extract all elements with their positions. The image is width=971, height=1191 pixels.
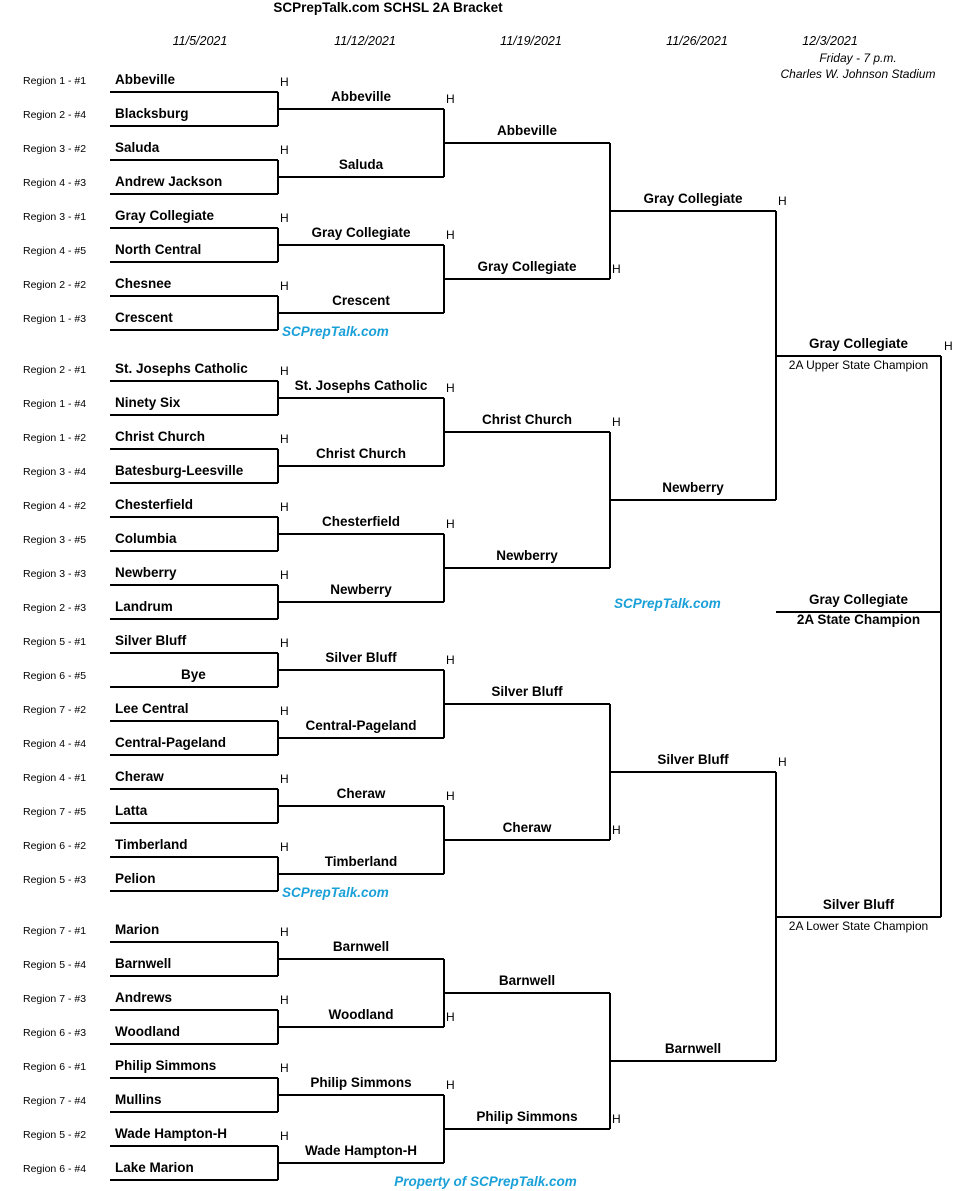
round1-team: St. Josephs Catholic xyxy=(115,361,248,376)
state-champion-label: 2A State Champion xyxy=(796,612,921,627)
home-marker: H xyxy=(280,772,289,786)
round2-team: Saluda xyxy=(338,157,384,172)
round2-team: St. Josephs Catholic xyxy=(294,378,428,393)
seed-label: Region 6 - #3 xyxy=(23,1027,87,1039)
seed-label: Region 1 - #3 xyxy=(23,313,87,325)
seed-label: Region 7 - #1 xyxy=(23,925,87,937)
seed-label: Region 5 - #3 xyxy=(23,874,87,886)
seed-label: Region 6 - #1 xyxy=(23,1061,87,1073)
seed-label: Region 7 - #4 xyxy=(23,1095,87,1107)
round1-team: Christ Church xyxy=(115,429,206,444)
seed-label: Region 4 - #2 xyxy=(23,500,87,512)
home-marker: H xyxy=(446,653,455,667)
state-finalist: Gray Collegiate xyxy=(808,336,909,351)
round1-team: Pelion xyxy=(115,871,156,886)
home-marker: H xyxy=(280,364,289,378)
round-date: 11/26/2021 xyxy=(666,34,728,48)
round1-team: Chesnee xyxy=(115,276,172,291)
round3-team: Silver Bluff xyxy=(491,684,563,699)
round3-team: Cheraw xyxy=(502,820,552,835)
home-marker: H xyxy=(612,1112,621,1126)
round1-team: Saluda xyxy=(115,140,160,155)
round1-team: Cheraw xyxy=(115,769,164,784)
seed-label: Region 6 - #2 xyxy=(23,840,87,852)
round4-team: Silver Bluff xyxy=(657,752,729,767)
round1-team: Woodland xyxy=(115,1024,180,1039)
round1-team: Abbeville xyxy=(115,72,176,87)
home-marker: H xyxy=(944,339,953,353)
home-marker: H xyxy=(280,840,289,854)
seed-label: Region 2 - #4 xyxy=(23,109,87,121)
round2-team: Cheraw xyxy=(336,786,386,801)
page-title: SCPrepTalk.com SCHSL 2A Bracket xyxy=(273,0,503,15)
seed-label: Region 1 - #2 xyxy=(23,432,87,444)
game-time: Friday - 7 p.m. xyxy=(819,51,897,65)
seed-label: Region 3 - #1 xyxy=(23,211,87,223)
round1-team: Blacksburg xyxy=(115,106,189,121)
round1-team: Columbia xyxy=(115,531,177,546)
round2-team: Timberland xyxy=(324,854,398,869)
round1-team: Latta xyxy=(115,803,148,818)
round1-team: North Central xyxy=(115,242,202,257)
home-marker: H xyxy=(280,279,289,293)
round1-team: Mullins xyxy=(115,1092,162,1107)
round1-team: Newberry xyxy=(115,565,177,580)
footer-text: Property of SCPrepTalk.com xyxy=(394,1174,577,1189)
round2-team: Philip Simmons xyxy=(310,1075,412,1090)
seed-label: Region 4 - #4 xyxy=(23,738,87,750)
round1-team: Timberland xyxy=(115,837,188,852)
round1-team: Barnwell xyxy=(115,956,172,971)
watermark-text: SCPrepTalk.com xyxy=(282,885,389,900)
round2-team: Woodland xyxy=(328,1007,394,1022)
round2-team: Chesterfield xyxy=(321,514,401,529)
round1-team: Philip Simmons xyxy=(115,1058,217,1073)
state-finalist-label: 2A Upper State Champion xyxy=(788,358,929,372)
home-marker: H xyxy=(446,1078,455,1092)
home-marker: H xyxy=(446,517,455,531)
home-marker: H xyxy=(280,143,289,157)
seed-label: Region 1 - #4 xyxy=(23,398,87,410)
seed-label: Region 3 - #5 xyxy=(23,534,87,546)
seed-label: Region 2 - #1 xyxy=(23,364,87,376)
home-marker: H xyxy=(778,194,787,208)
seed-label: Region 6 - #4 xyxy=(23,1163,87,1175)
round3-team: Barnwell xyxy=(498,973,556,988)
seed-label: Region 5 - #4 xyxy=(23,959,87,971)
home-marker: H xyxy=(446,381,455,395)
round1-team: Wade Hampton-H xyxy=(115,1126,227,1141)
home-marker: H xyxy=(612,823,621,837)
seed-label: Region 3 - #4 xyxy=(23,466,87,478)
home-marker: H xyxy=(612,262,621,276)
seed-label: Region 4 - #1 xyxy=(23,772,87,784)
round2-team: Abbeville xyxy=(330,89,392,104)
home-marker: H xyxy=(280,568,289,582)
home-marker: H xyxy=(280,500,289,514)
round1-team: Andrew Jackson xyxy=(115,174,223,189)
round2-team: Newberry xyxy=(330,582,392,597)
round1-team: Ninety Six xyxy=(115,395,181,410)
round2-team: Christ Church xyxy=(315,446,406,461)
round1-team: Landrum xyxy=(115,599,173,614)
round1-team: Chesterfield xyxy=(115,497,194,512)
home-marker: H xyxy=(280,704,289,718)
home-marker: H xyxy=(280,636,289,650)
seed-label: Region 4 - #5 xyxy=(23,245,87,257)
home-marker: H xyxy=(446,92,455,106)
round1-team: Andrews xyxy=(115,990,173,1005)
home-marker: H xyxy=(280,432,289,446)
home-marker: H xyxy=(280,1129,289,1143)
round4-team: Barnwell xyxy=(664,1041,722,1056)
round1-team: Lake Marion xyxy=(115,1160,194,1175)
stadium-name: Charles W. Johnson Stadium xyxy=(780,67,936,81)
seed-label: Region 3 - #2 xyxy=(23,143,87,155)
home-marker: H xyxy=(446,1010,455,1024)
seed-label: Region 3 - #3 xyxy=(23,568,87,580)
round-date: 12/3/2021 xyxy=(802,34,858,48)
state-champion: Gray Collegiate xyxy=(808,592,909,607)
home-marker: H xyxy=(446,789,455,803)
round1-team: Bye xyxy=(181,667,206,682)
home-marker: H xyxy=(612,415,621,429)
round4-team: Newberry xyxy=(662,480,724,495)
state-finalist-label: 2A Lower State Champion xyxy=(788,919,929,933)
home-marker: H xyxy=(280,75,289,89)
round3-team: Christ Church xyxy=(481,412,572,427)
round3-team: Abbeville xyxy=(496,123,558,138)
seed-label: Region 2 - #3 xyxy=(23,602,87,614)
round4-team: Gray Collegiate xyxy=(643,191,743,206)
seed-label: Region 7 - #5 xyxy=(23,806,87,818)
round1-team: Lee Central xyxy=(115,701,189,716)
seed-label: Region 1 - #1 xyxy=(23,75,87,87)
home-marker: H xyxy=(280,925,289,939)
round-date: 11/5/2021 xyxy=(172,34,228,48)
round2-team: Silver Bluff xyxy=(325,650,397,665)
round2-team: Gray Collegiate xyxy=(311,225,411,240)
round2-team: Wade Hampton-H xyxy=(305,1143,417,1158)
seed-label: Region 2 - #2 xyxy=(23,279,87,291)
watermark-text: SCPrepTalk.com xyxy=(614,596,721,611)
round-date: 11/12/2021 xyxy=(334,34,396,48)
seed-label: Region 5 - #1 xyxy=(23,636,87,648)
seed-label: Region 5 - #2 xyxy=(23,1129,87,1141)
round1-team: Gray Collegiate xyxy=(115,208,215,223)
round2-team: Central-Pageland xyxy=(305,718,417,733)
round1-team: Central-Pageland xyxy=(115,735,227,750)
round1-team: Batesburg-Leesville xyxy=(115,463,244,478)
home-marker: H xyxy=(280,993,289,1007)
state-finalist: Silver Bluff xyxy=(822,897,895,912)
home-marker: H xyxy=(778,755,787,769)
round1-team: Marion xyxy=(115,922,160,937)
seed-label: Region 6 - #5 xyxy=(23,670,87,682)
round3-team: Gray Collegiate xyxy=(477,259,577,274)
home-marker: H xyxy=(446,228,455,242)
seed-label: Region 7 - #2 xyxy=(23,704,87,716)
round1-team: Silver Bluff xyxy=(115,633,187,648)
home-marker: H xyxy=(280,1061,289,1075)
round1-team: Crescent xyxy=(115,310,173,325)
home-marker: H xyxy=(280,211,289,225)
watermark-text: SCPrepTalk.com xyxy=(282,324,389,339)
seed-label: Region 4 - #3 xyxy=(23,177,87,189)
round2-team: Crescent xyxy=(332,293,390,308)
round-date: 11/19/2021 xyxy=(500,34,562,48)
round2-team: Barnwell xyxy=(332,939,390,954)
seed-label: Region 7 - #3 xyxy=(23,993,87,1005)
round3-team: Newberry xyxy=(496,548,558,563)
round3-team: Philip Simmons xyxy=(476,1109,578,1124)
